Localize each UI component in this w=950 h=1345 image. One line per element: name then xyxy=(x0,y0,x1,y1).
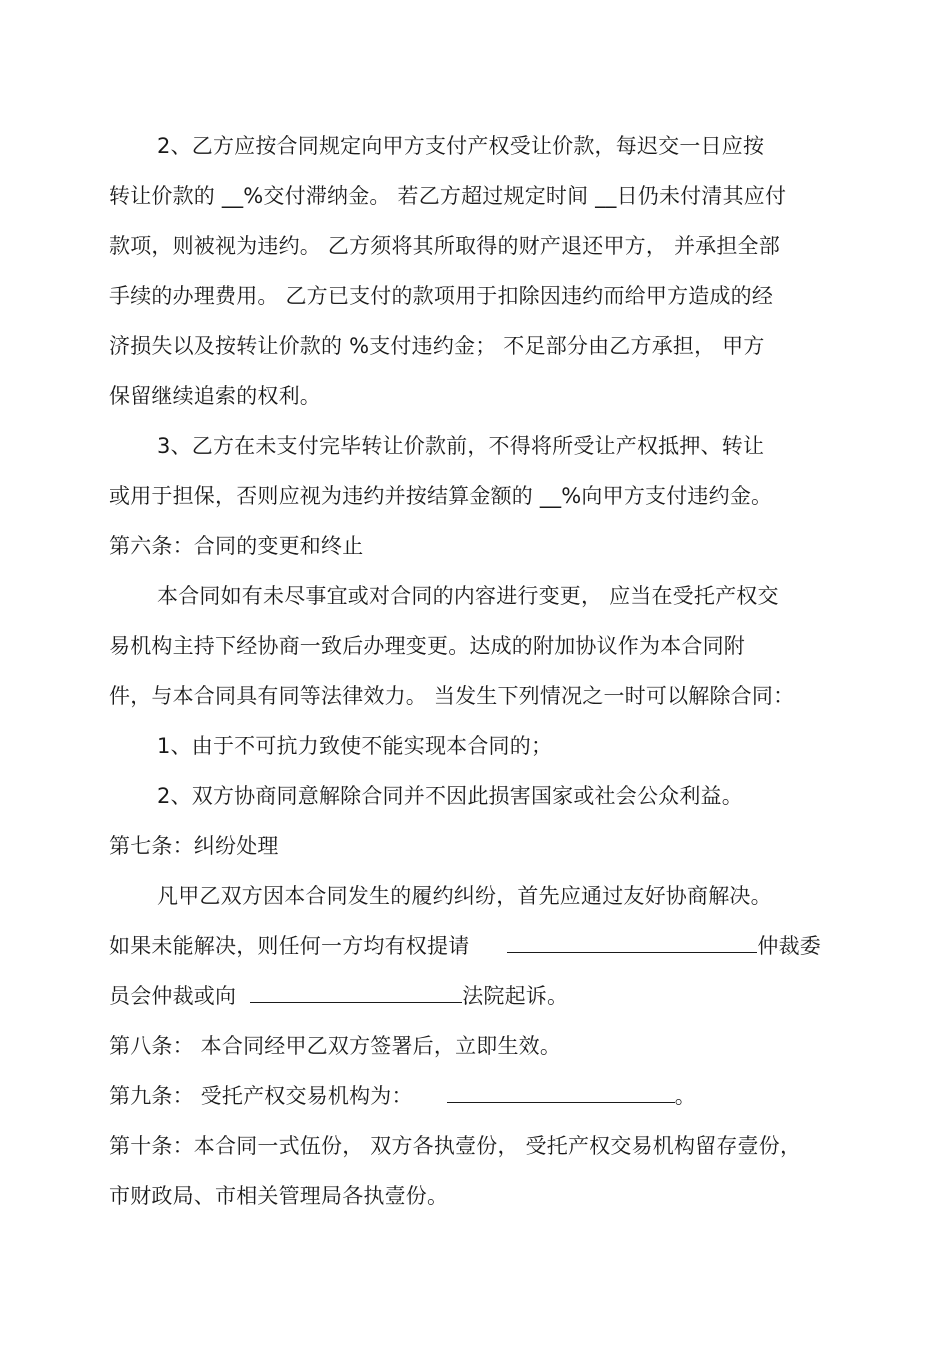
text-line: 手续的办理费用。 乙方已支付的款项用于扣除因违约而给甲方造成的经 xyxy=(109,284,774,308)
text-line: 或用于担保，否则应视为违约并按结算金额的 __%向甲方支付违约金。 xyxy=(109,484,773,508)
text-line: 市财政局、市相关管理局各执壹份。 xyxy=(109,1184,449,1208)
text-line: 件，与本合同具有同等法律效力。 当发生下列情况之一时可以解除合同： xyxy=(109,684,795,708)
text-line: 济损失以及按转让价款的 %支付违约金； 不足部分由乙方承担， 甲方 xyxy=(109,334,765,358)
text-line: 第八条： 本合同经甲乙双方签署后，立即生效。 xyxy=(109,1034,562,1058)
court-line xyxy=(109,982,568,1010)
agency-line xyxy=(109,1082,696,1110)
text-line: 3、乙方在未支付完毕转让价款前，不得将所受让产权抵押、转让 xyxy=(157,434,765,458)
arbitration-blank xyxy=(507,932,757,953)
arbitration-suffix: 仲裁委 xyxy=(757,934,822,958)
text-line: 凡甲乙双方因本合同发生的履约纠纷，首先应通过友好协商解决。 xyxy=(157,884,772,908)
agency-text: 第九条： 受托产权交易机构为： xyxy=(109,1084,413,1108)
agency-suffix: 。 xyxy=(674,1084,696,1108)
arbitration-text: 如果未能解决，则任何一方均有权提请 xyxy=(109,934,470,958)
text-line: 款项，则被视为违约。 乙方须将其所取得的财产退还甲方， 并承担全部 xyxy=(109,234,780,258)
court-suffix: 法院起诉。 xyxy=(462,984,569,1008)
article-heading: 第六条：合同的变更和终止 xyxy=(109,534,364,558)
text-line: 1、由于不可抗力致使不能实现本合同的； xyxy=(157,734,553,758)
court-blank xyxy=(250,982,462,1003)
agency-blank xyxy=(447,1082,675,1103)
article-heading: 第七条：纠纷处理 xyxy=(109,834,279,858)
text-line: 2、乙方应按合同规定向甲方支付产权受让价款，每迟交一日应按 xyxy=(157,134,765,158)
arbitration-line xyxy=(109,932,821,960)
text-line: 本合同如有未尽事宜或对合同的内容进行变更， 应当在受托产权交 xyxy=(157,584,779,608)
court-text: 员会仲裁或向 xyxy=(109,984,237,1008)
text-line: 第十条：本合同一式伍份， 双方各执壹份， 受托产权交易机构留存壹份， xyxy=(109,1134,802,1158)
text-line: 保留继续追索的权利。 xyxy=(109,384,321,408)
text-line: 易机构主持下经协商一致后办理变更。达成的附加协议作为本合同附 xyxy=(109,634,745,658)
text-line: 转让价款的 __%交付滞纳金。 若乙方超过规定时间 __日仍未付清其应付 xyxy=(109,184,787,208)
text-line: 2、双方协商同意解除合同并不因此损害国家或社会公众利益。 xyxy=(157,784,743,808)
